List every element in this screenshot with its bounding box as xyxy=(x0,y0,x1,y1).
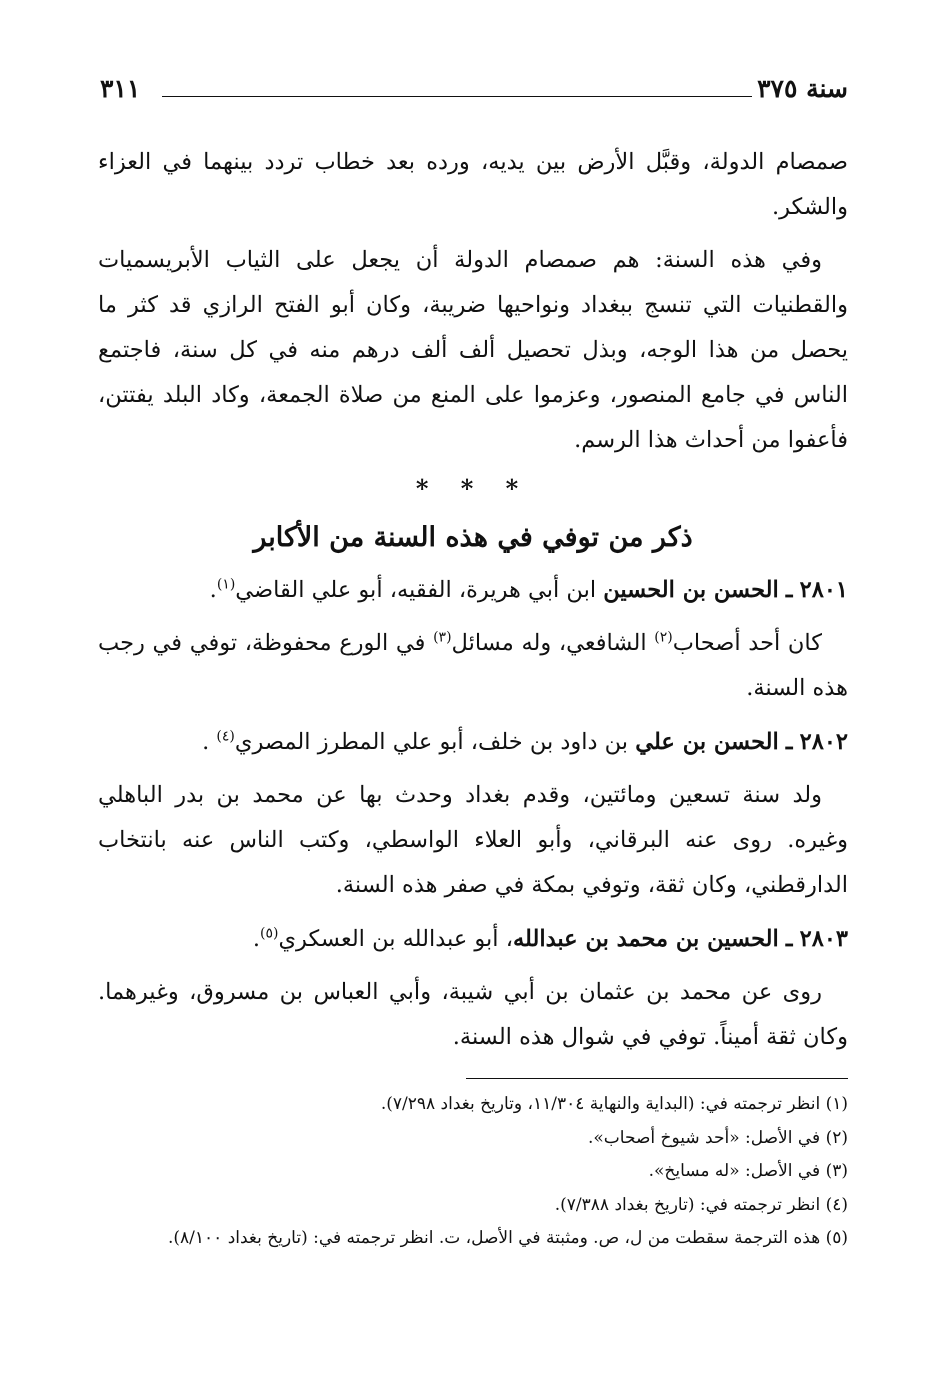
entry-text: كان أحد أصحاب xyxy=(672,630,822,656)
footnote-5: (٥) هذه الترجمة سقطت من ل، ص. ومثبتة في الأصل، ت. انظر ترجمته في: (تاريخ بغداد ٨/١٠٠). xyxy=(167,1228,848,1248)
section-separator: * * * xyxy=(415,474,531,503)
entry-number: ٢٨٠٢ xyxy=(799,729,848,755)
footnote-4: (٤) انظر ترجمته في: (تاريخ بغداد ٧/٣٨٨). xyxy=(554,1194,848,1215)
entry-rest: بن داود بن خلف، أبو علي المطرز المصري xyxy=(234,729,629,755)
entry-name: الحسن بن الحسين xyxy=(603,577,779,603)
entry-dash: ـ xyxy=(785,577,793,603)
entry-heading-2803: ٢٨٠٣ ـ الحسين بن محمد بن عبدالله، أبو عبدالله بن العسكري$^{(٥)}$. xyxy=(252,925,848,952)
entry-number: ٢٨٠١ xyxy=(799,577,848,603)
footnote-2: (٢) في الأصل: «أحد شيوخ أصحاب». xyxy=(588,1127,848,1148)
footnote-1: (١) انظر ترجمته في: (البداية والنهاية ١١/٣٠٤، وتاريخ بغداد ٧/٢٩٨). xyxy=(380,1094,848,1114)
section-title: ذكر من توفي في هذه السنة من الأكابر xyxy=(253,522,693,553)
entry-rest: ، أبو عبدالله بن العسكري xyxy=(278,926,513,952)
entry-text: في الورع محفوظة، توفي في رجب هذه السنة. xyxy=(98,630,848,701)
footnote-3: (٣) في الأصل: «له مسايخ». xyxy=(648,1161,848,1181)
entry-body-2803: روى عن محمد بن عثمان بن أبي شيبة، وأبي العباس بن مسروق، وغيرهما. وكان ثقة أميناً. توفي في شوال هذه السنة. xyxy=(98,979,848,1050)
entry-name: الحسن بن علي xyxy=(635,729,779,755)
paragraph-1: صمصام الدولة، وقبَّل الأرض بين يديه، ورده بعد خطاب تردد بينهما في العزاء والشكر. xyxy=(98,149,848,220)
footnote-ref: (٢) xyxy=(654,629,673,646)
footnotes xyxy=(88,1088,848,1256)
footnote-ref: (٤) xyxy=(216,728,235,745)
header-rule xyxy=(162,96,752,97)
footnote-ref: (٥) xyxy=(259,925,279,942)
running-header xyxy=(100,74,848,114)
entry-rest: ابن أبي هريرة، الفقيه، أبو علي القاضي xyxy=(235,577,597,603)
entry-dash: ـ xyxy=(785,926,793,952)
entry-name: الحسين بن محمد بن عبدالله xyxy=(512,926,779,952)
entry-number: ٢٨٠٣ xyxy=(799,926,848,952)
entry-dash: ـ xyxy=(785,729,793,755)
entry-body-2801 xyxy=(98,621,848,711)
page-number: ٣١١ xyxy=(100,74,141,103)
main-text xyxy=(98,140,848,1068)
footnote-ref: (٣) xyxy=(433,629,452,646)
footnote-ref: (١) xyxy=(216,576,236,593)
entry-heading-2801: ٢٨٠١ ـ الحسن بن الحسين ابن أبي هريرة، الفقيه، أبو علي القاضي$^{(١)}$. xyxy=(209,576,848,603)
entry-heading-2802: ٢٨٠٢ ـ الحسن بن علي بن داود بن خلف، أبو علي المطرز المصري$^{(٤)}$ . xyxy=(202,728,848,755)
entry-text: الشافعي، وله مسائل xyxy=(451,630,655,656)
header-year: سنة ٣٧٥ xyxy=(757,74,848,103)
footnote-rule xyxy=(466,1078,848,1079)
paragraph-2: وفي هذه السنة: هم صمصام الدولة أن يجعل على الثياب الأبريسميات والقطنيات التي تنسج ببغداد ونواحيها ضريبة، وكان أبو الفتح الرازي قد كثر ما يحصل من هذا الوجه، وبذل تحصيل ألف ألف درهم منه في كل سنة، فاجتمع الناس في جامع المنصور، وعزموا على المنع من صلاة الجمعة، وكاد البلد يفتتن، فأعفوا من أحداث هذا الرسم. xyxy=(98,247,848,453)
entry-body-2802: ولد سنة تسعين ومائتين، وقدم بغداد وحدث بها عن محمد بن بدر الباهلي وغيره. روى عنه البرقاني، وأبو العلاء الواسطي، وكتب الناس عنه بانتخاب الدارقطني، وكان ثقة، وتوفي بمكة في صفر هذه السنة. xyxy=(98,782,848,898)
